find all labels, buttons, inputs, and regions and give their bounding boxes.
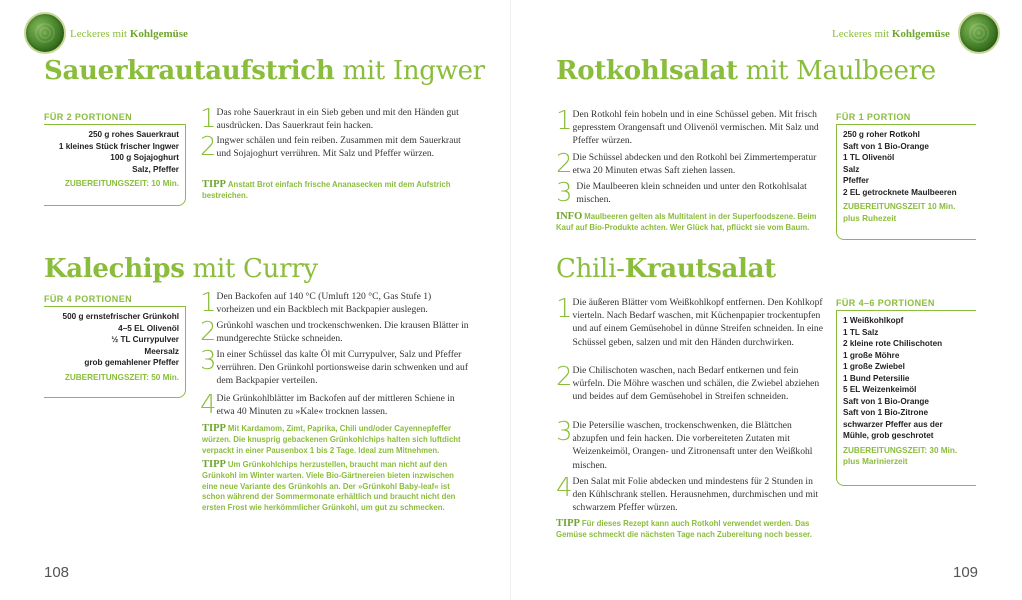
recipe-step — [556, 364, 824, 404]
ingredient-item: 1 große Zwiebel — [843, 362, 905, 371]
recipe-step — [556, 180, 824, 206]
prep-time: ZUBEREITUNGSZEIT: 30 Min. plus Marinierzeit — [843, 445, 958, 466]
ingredient-item: Saft von 1 Bio-Orange — [843, 396, 929, 406]
tip-note — [202, 424, 464, 456]
step-text: In einer Schüssel das kalte Öl mit Currypulver, Salz und Pfeffer verrühren. Den Grünkohl portionsweise darin schwenken und auf dem Backpapier verteilen. — [216, 349, 469, 387]
tip-tag: TIPP — [556, 518, 580, 529]
step-text: Den Salat mit Folie abdecken und mindestens für 2 Stunden in den Kühlschrank stellen. Herausnehmen, durchmischen und mit schwarzem Pfeffer würzen. — [572, 476, 819, 514]
recipe-title-kalechips — [44, 254, 318, 284]
step-number: 1 — [200, 104, 217, 134]
title-bold: Krautsalat — [624, 254, 776, 284]
ingredient-item: 5 EL Weizenkeimöl — [843, 385, 917, 394]
running-header-text: Leckeres mit — [70, 28, 130, 40]
recipe-step — [200, 290, 470, 316]
ingredient-item: 1 TL Salz — [843, 327, 879, 337]
ingredient-item: schwarzer Pfeffer aus der Mühle, grob geschrotet — [843, 419, 943, 440]
tip-note — [556, 519, 824, 541]
step-text: Ingwer schälen und fein reiben. Zusammen mit dem Sauerkraut und Sojajoghurt verrühren. Mit Salz und Pfeffer würzen. — [216, 135, 461, 160]
ingredient-item: 500 g ernstefrischer Grünkohl — [62, 312, 179, 321]
step-number: 4 — [200, 390, 217, 420]
step-number: 2 — [200, 132, 217, 162]
ingredient-item: Saft von 1 Bio-Orange — [843, 141, 929, 151]
step-number: 3 — [200, 346, 217, 376]
ingredients-box — [836, 124, 976, 240]
recipe-title-krautsalat — [556, 254, 776, 284]
info-tag: INFO — [556, 211, 583, 222]
page-number-right: 109 — [953, 564, 979, 581]
running-header-bold: Kohlgemüse — [891, 28, 950, 40]
running-header-left — [70, 28, 188, 40]
title-light: Chili- — [556, 254, 625, 284]
tip-note — [202, 460, 464, 514]
step-text: Die Chilischoten waschen, nach Bedarf entkernen und fein würfeln. Die Möhre waschen und schälen, die Zwiebel abziehen und beides auf dem Gemüsehobel in Streifen schneiden. — [572, 365, 820, 403]
recipe-step — [200, 319, 470, 345]
title-light: mit Curry — [184, 254, 318, 284]
ingredient-item: 100 g Sojajoghurt — [110, 153, 179, 162]
step-number: 3 — [556, 178, 573, 208]
step-number: 2 — [200, 317, 217, 347]
prep-time: ZUBEREITUNGSZEIT 10 Min. plus Ruhezeit — [843, 202, 956, 223]
kale-photo-icon — [958, 12, 1000, 54]
ingredient-item: 2 EL getrocknete Maulbeeren — [843, 187, 957, 197]
title-light: mit Ingwer — [334, 56, 485, 86]
info-text: Maulbeeren gelten als Multitalent in der Superfoodszene. Beim Kauf auf Bio-Produkte achten. Wer Glück hat, pflückt sie vom Baum. — [556, 212, 817, 232]
tip-text: Für dieses Rezept kann auch Rotkohl verwendet werden. Das Gemüse schmeckt die nächsten Tage nach Zubereitung noch besser. — [556, 519, 812, 539]
ingredients-box — [44, 306, 186, 398]
step-number: 2 — [556, 149, 573, 179]
recipe-step — [556, 296, 824, 349]
step-text: Die Grünkohlblätter im Backofen auf der mittleren Schiene in etwa 40 Minuten zu »Kale« trocknen lassen. — [216, 393, 455, 418]
ingredient-item: Salz — [843, 164, 860, 174]
ingredient-item: grob gemahlener Pfeffer — [84, 358, 179, 367]
step-text: Den Backofen auf 140 °C (Umluft 120 °C, Gas Stufe 1) vorheizen und ein Backblech mit Backpapier auslegen. — [216, 291, 432, 316]
book-gutter — [510, 0, 511, 600]
step-number: 1 — [556, 294, 573, 324]
step-text: Die Schüssel abdecken und den Rotkohl bei Zimmertemperatur etwa 20 Minuten etwas Saft ziehen lassen. — [572, 152, 817, 177]
tip-note — [202, 180, 458, 202]
tip-tag: TIPP — [202, 459, 226, 470]
step-number: 1 — [556, 106, 573, 136]
kale-photo-icon — [24, 12, 66, 54]
tip-text: Um Grünkohlchips herzustellen, braucht man nicht auf den Grünkohl im Winter warten. Viele Bio-Gärtnereien bieten inzwischen eine neue Variante des Grünkohls an. Der »Grünkohl Baby-leaf« ist schon während der Sommermonate erhältlich und braucht nicht den ersten Frost wie herkömmlicher Grünkohl, um gut zu schmecken. — [202, 460, 456, 513]
ingredient-item: Meersalz — [144, 346, 179, 356]
step-text: Die Maulbeeren klein schneiden und unter den Rotkohlsalat mischen. — [576, 181, 807, 206]
ingredients-box — [44, 124, 186, 206]
portions-label: FÜR 1 PORTION — [836, 112, 911, 122]
step-text: Die Petersilie waschen, trockenschwenken, die Blättchen abzupfen und fein hacken. Die vorbereiteten Zutaten mit Weizenkeimöl, Orangen- und Zitronensaft unter den Weißkohl mischen. — [572, 420, 813, 471]
step-text: Den Rotkohl fein hobeln und in eine Schüssel geben. Mit frisch gepresstem Orangensaft und Olivenöl vermischen. Mit Salz und Pfeffer würzen. — [572, 109, 819, 147]
tip-tag: TIPP — [202, 179, 226, 190]
title-bold: Sauerkrautaufstrich — [44, 56, 335, 86]
recipe-title-rotkohl — [556, 56, 936, 86]
info-note — [556, 212, 824, 234]
title-bold: Rotkohlsalat — [556, 56, 738, 86]
recipe-title-sauerkraut — [44, 56, 485, 86]
step-number: 2 — [556, 362, 573, 392]
recipe-step — [556, 108, 824, 148]
prep-time: ZUBEREITUNGSZEIT: 10 Min. — [64, 179, 179, 188]
ingredient-item: 1 große Möhre — [843, 350, 900, 360]
recipe-step — [200, 134, 470, 160]
portions-label: FÜR 2 PORTIONEN — [44, 112, 133, 122]
ingredient-item: 4–5 EL Olivenöl — [118, 323, 179, 333]
running-header-bold: Kohlgemüse — [129, 28, 188, 40]
step-text: Das rohe Sauerkraut in ein Sieb geben und mit den Händen gut ausdrücken. Das Sauerkraut fein hacken. — [216, 107, 459, 132]
ingredient-item: Salz, Pfeffer — [132, 164, 179, 174]
ingredient-item: 250 g rohes Sauerkraut — [88, 130, 179, 139]
page-number-left: 108 — [44, 564, 70, 581]
ingredient-item: 1 Weißkohlkopf — [843, 316, 904, 325]
ingredient-item: Pfeffer — [843, 176, 869, 185]
ingredient-item: 2 kleine rote Chilischoten — [843, 339, 943, 348]
portions-label: FÜR 4 PORTIONEN — [44, 294, 133, 304]
tip-tag: TIPP — [202, 423, 226, 434]
recipe-step — [200, 392, 470, 418]
ingredient-item: 250 g roher Rotkohl — [843, 130, 920, 139]
ingredient-item: Saft von 1 Bio-Zitrone — [843, 408, 929, 417]
ingredients-box — [836, 310, 976, 486]
running-header-right — [832, 28, 950, 40]
recipe-step — [200, 348, 470, 388]
title-bold: Kalechips — [44, 254, 185, 284]
recipe-step — [556, 419, 824, 472]
recipe-step — [556, 475, 824, 515]
step-text: Die äußeren Blätter vom Weißkohlkopf entfernen. Den Kohlkopf vierteln. Nach Bedarf waschen, mit Küchenpapier trockentupfen und auf einem Gemüsehobel in dünne Streifen schneiden. In eine Schüssel geben, salzen und mit den Händen durchwirken. — [572, 297, 823, 348]
tip-text: Mit Kardamom, Zimt, Paprika, Chili und/oder Cayennepfeffer würzen. Die knusprig gebackenen Grünkohlchips halten sich luftdicht verpackt in einer Pausenbox 1 bis 2 Tage. Ideal zum Mitnehmen. — [202, 424, 461, 455]
step-text: Grünkohl waschen und trockenschwenken. Die krausen Blätter in mundgerechte Stücke schneiden. — [216, 320, 469, 345]
prep-time: ZUBEREITUNGSZEIT: 50 Min. — [64, 372, 179, 382]
ingredient-item: 1 kleines Stück frischer Ingwer — [58, 141, 179, 151]
running-header-text: Leckeres mit — [832, 28, 892, 40]
recipe-step — [200, 106, 470, 132]
ingredient-item: 1 Bund Petersilie — [843, 373, 910, 383]
title-light: mit Maulbeere — [737, 56, 936, 86]
step-number: 3 — [556, 417, 573, 447]
tip-text: Anstatt Brot einfach frische Ananasecken mit dem Aufstrich bestreichen. — [202, 180, 451, 200]
step-number: 1 — [200, 288, 217, 318]
portions-label: FÜR 4–6 PORTIONEN — [836, 298, 935, 308]
ingredient-item: ½ TL Currypulver — [111, 335, 179, 344]
step-number: 4 — [556, 473, 573, 503]
recipe-step — [556, 151, 824, 177]
ingredient-item: 1 TL Olivenöl — [843, 153, 895, 162]
